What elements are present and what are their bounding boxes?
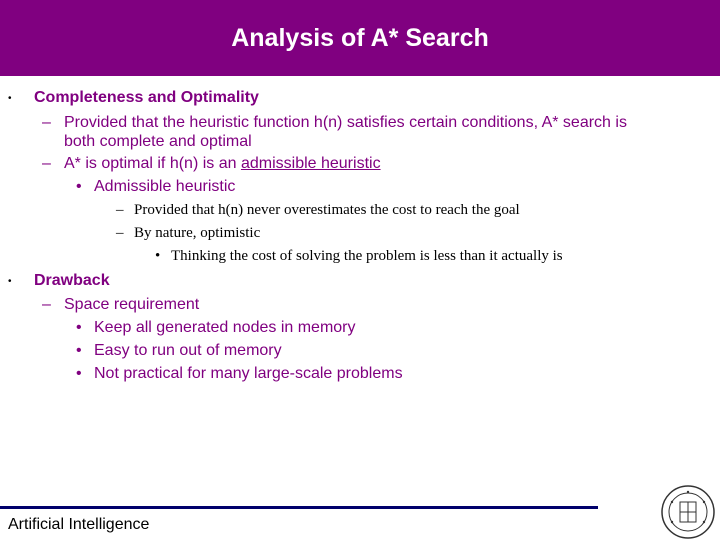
sub-bullet-text-cont: both complete and optimal [64,133,252,150]
bullet-marker: • [8,93,12,104]
bullet-marker: • [76,178,82,195]
footer-text: Artificial Intelligence [8,516,150,533]
slide-title: Analysis of A* Search [231,23,489,52]
sub-bullet-text [64,155,381,173]
fourth-level-text: By nature, optimistic [134,225,261,241]
dash-marker: – [116,202,124,218]
dash-marker: – [42,155,51,172]
third-level-text: Easy to run out of memory [94,342,282,359]
sub-bullet-text-pre: A* is optimal if h(n) is an [64,155,241,172]
sub-bullet-text: Space requirement [64,296,200,313]
admissible-heuristic-link[interactable]: admissible heuristic [240,155,381,172]
third-level-text: Not practical for many large-scale problems [94,365,403,382]
bullet-marker: • [155,248,161,264]
third-level-text: Admissible heuristic [94,178,236,195]
dash-marker: – [42,114,51,131]
bullet-heading-completeness: Completeness and Optimality [34,89,259,106]
third-level-text: Keep all generated nodes in memory [94,319,356,336]
dash-marker: – [116,225,124,241]
bullet-marker: • [76,342,82,359]
bullet-marker: • [76,365,82,382]
bullet-marker: • [76,319,82,336]
bullet-marker: • [8,276,12,287]
fifth-level-text: Thinking the cost of solving the problem is less than it actually is [171,248,563,264]
university-seal-icon [660,484,716,540]
footer-rule [0,506,598,509]
bullet-heading-drawback: Drawback [34,272,110,289]
sub-bullet-text: Provided that the heuristic function h(n) satisfies certain conditions, A* search is [64,114,627,131]
fourth-level-text: Provided that h(n) never overestimates the cost to reach the goal [134,202,520,218]
dash-marker: – [42,296,51,313]
